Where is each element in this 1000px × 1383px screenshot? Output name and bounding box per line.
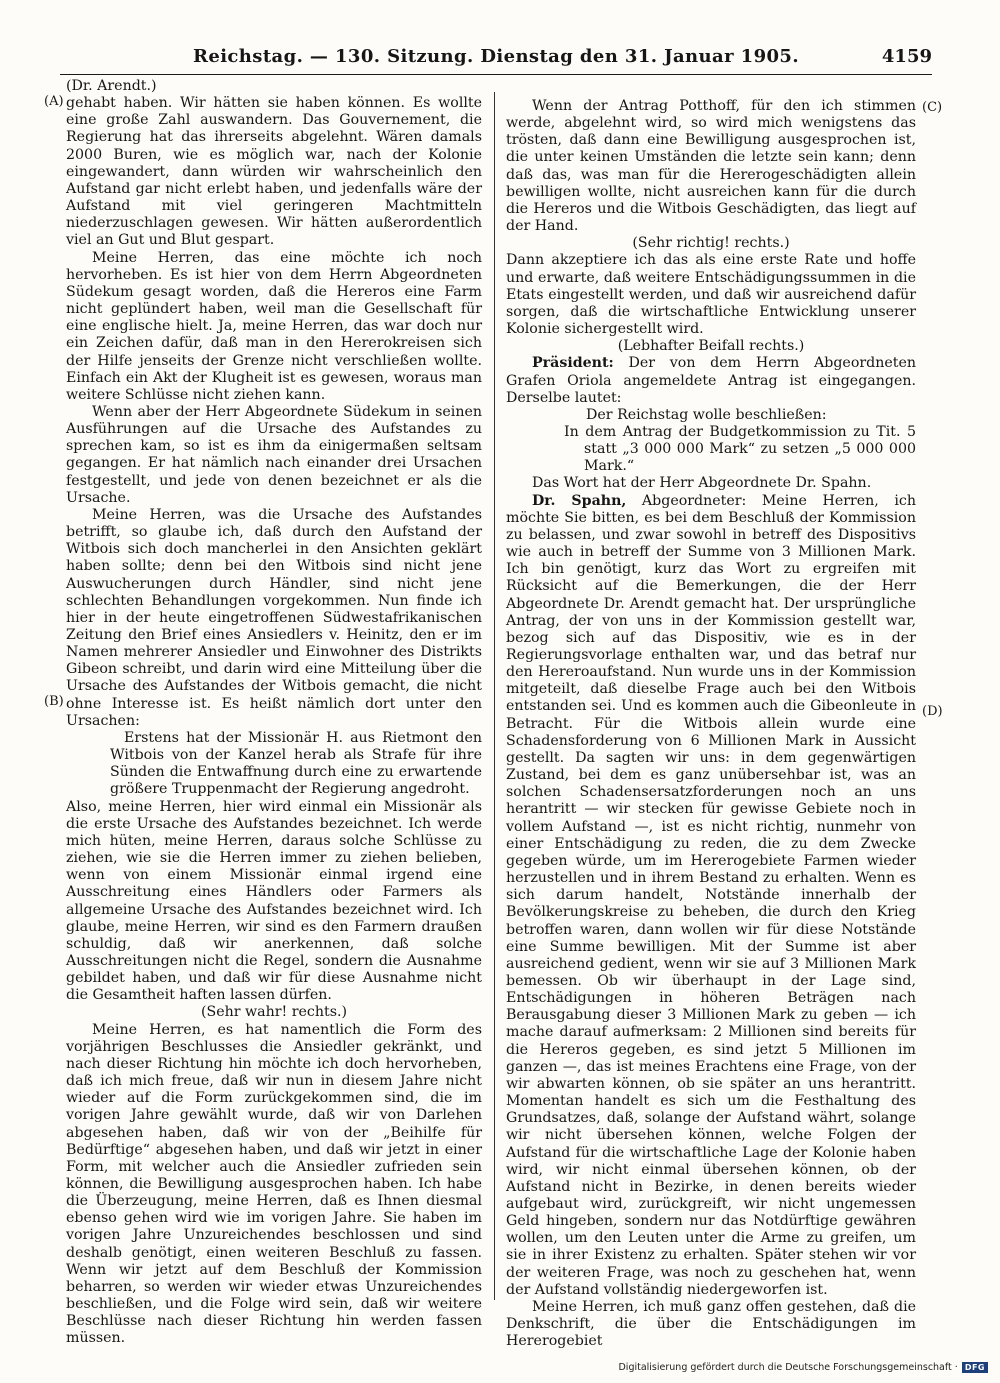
left-column: [66, 78, 482, 1348]
right-column: [506, 98, 916, 1350]
paragraph: Meine Herren, ich muß ganz offen gestehen, daß die Denkschrift, die über die Entschädigungen im Hererogebiet: [506, 1298, 916, 1350]
spahn-text: Abgeordneter: Meine Herren, ich möchte Sie bitten, es bei dem Beschluß der Kommission zu belassen, und zwar sowohl in betreff des Dispositivs wie auch in betreff der Summe von 3 Millionen Mark. Ich bin genötigt, kurz das Wort zu ergreifen mit Rücksicht auf die Bemerkungen, die der Herr Abgeordnete Dr. Arendt gemacht hat. Der ursprüngliche Antrag, der von uns in der Kommission gestellt war, bezog sich auf das Dispositiv, wie es in der Regierungsvorlage enthalten war, und das betraf nur den Hereroaufstand. Nun wurde uns in der Kommission mitgeteilt, daß dieselbe Frage auch bei den Witbois entstanden sei. Und es kommen auch die Gibeonleute in Betracht. Für die Witbois allein wurde eine Schadensforderung von 6 Millionen Mark in Aussicht gestellt. Da sagten wir uns: in dem gegenwärtigen Zustand, bei dem es ganz unübersehbar ist, was an solchen Schadensersatzforderungen noch an uns herantritt — wir stecken für gewisse Gebiete noch in vollem Aufstand —, ist es nicht richtig, nunmehr von einer Entschädigung zu reden, die zu dem Zwecke gegeben würde, um im Hererogebiete Farmen wieder herzustellen und in ihrem Bestand zu erhalten. Wenn es sich darum handelt, Notstände innerhalb der Bevölkerungskreise zu beheben, die durch den Krieg betroffen waren, dann wollen wir für diese Notstände eine Summe bewilligen. Mit der Summe ist aber ausreichend gedient, wenn wir sie auf 3 Millionen Mark bemessen. Ob wir überhaupt in der Lage sind, Entschädigungen in höheren Beträgen nach Berausgabung dieser 3 Millionen Mark zu geben — ich mache darauf aufmerksam: 2 Millionen sind bereits für die Hereros gegeben, es sind jetzt 5 Millionen im ganzen —, das ist meines Erachtens eine Frage, von der wir abwarten können, ob sie später an uns herantritt. Momentan handelt es sich um die Festhaltung des Grundsatzes, daß, solange der Aufstand währt, solange wir nicht übersehen können, welche Folgen der Aufstand für die wirtschaftliche Lage der Kolonie haben wird, wir nicht einmal übersehen können, ob der Aufstand nicht in Bezirke, in denen bereits wieder aufgebaut wird, zurückgreift, wir nicht ungemessen Geld hingeben, sondern nur das Notdürftige gewähren wollen, um den Leuten unter die Arme zu greifen, um sie in ihrer Existenz zu erhalten. Später stehen wir vor der weiteren Frage, was noch zu geschehen hat, wenn der Aufstand vollständig niedergeworfen ist.: [506, 492, 917, 1298]
page-header: [60, 44, 932, 75]
president-label: Präsident:: [532, 355, 614, 372]
president-text: Der von dem Herrn Abgeordneten Grafen Oriola angemeldete Antrag ist eingegangen. Derselbe lautet:: [506, 355, 917, 406]
spahn-speech: [506, 493, 916, 1299]
footer-credit: [618, 1362, 988, 1373]
footer-text: Digitalisierung gefördert durch die Deutsche Forschungsgemeinschaft ·: [618, 1362, 958, 1373]
floor-announcement: Das Wort hat der Herr Abgeordnete Dr. Spahn.: [532, 475, 872, 492]
margin-mark-c: (C): [922, 100, 943, 115]
margin-mark-d: (D): [922, 704, 943, 719]
motion-body: In dem Antrag der Budgetkommission zu Tit. 5 statt „3 000 000 Mark“ zu setzen „5 000 000 Mark.“: [564, 423, 916, 475]
page-number: 4159: [881, 46, 932, 67]
interjection: (Sehr richtig! rechts.): [632, 235, 790, 252]
motion-head: Der Reichstag wolle beschließen:: [586, 406, 827, 423]
header-title: Reichstag. — 130. Sitzung. Dienstag den 31. Januar 1905.: [192, 46, 800, 67]
paragraph: Meine Herren, was die Ursache des Aufstandes betrifft, so glaube ich, daß durch den Aufstand der Witbois sich doch mancherlei in den Ansichten geklärt haben sollte; denn bei den Witbois sind nicht jene Auswucherungen durch Händler, sind nicht jene schlechten Behandlungen vorgekommen. Nun finde ich hier in der heute eingetroffenen Südwestafrikanischen Zeitung den Brief eines Ansiedlers v. Heinitz, den er im Namen mehrerer Ansiedler und Einwohner des Distrikts Gibeon schreibt, und darin wird eine Mitteilung über die Ursache des Aufstandes der Witbois gemacht, die nicht ohne Interesse ist. Es heißt nämlich dort unter den Ursachen:: [66, 506, 482, 729]
speaker-tag: (Dr. Arendt.): [66, 78, 157, 94]
margin-mark-b: (B): [44, 694, 64, 709]
paragraph: gehabt haben. Wir hätten sie haben können. Es wollte eine große Zahl auswandern. Das Gouvernement, die Regierung hat das ihrerseits abgelehnt. Wären damals 2000 Buren, wie es möglich war, nach der Kolonie eingewandert, dann würden wir wahrscheinlich den Aufstand gar nicht erlebt haben, und jedenfalls wäre der Aufstand mit viel geringeren Machtmitteln niederzuschlagen gewesen. Wir hätten außerordentlich viel an Gut und Blut gespart.: [66, 95, 482, 249]
interjection: (Sehr wahr! rechts.): [200, 1004, 348, 1021]
paragraph: Meine Herren, das eine möchte ich noch hervorheben. Es ist hier von dem Herrn Abgeordneten Südekum gesagt worden, daß die Hereros eine Farm nicht geplündert haben, weil man die Gesellschaft für eine englische hielt. Ja, meine Herren, das war doch nur ein Zeichen dafür, daß man in den Hererokreisen sich der Hilfe jenseits der Grenze nicht verschließen wollte. Einfach ein Akt der Klugheit ist es gewesen, woraus man weitere Schlüsse nicht ziehen kann.: [66, 249, 482, 403]
paragraph: Meine Herren, es hat namentlich die Form des vorjährigen Beschlusses die Ansiedler gekränkt, und nach dieser Richtung hin möchte ich doch hervorheben, daß ich mich freue, daß wir nun in diesem Jahre nicht wieder auf die Form zurückgekommen sind, die im vorigen Jahre gewählt wurde, daß wir von Darlehen abgesehen haben, daß wir von der „Beihilfe für Bedürftige“ abgesehen haben, und daß wir jetzt in einer Form, mit welcher auch die Ansiedler zufrieden sein können, die Bewilligung ausgesprochen haben. Ich habe die Überzeugung, meine Herren, daß es Ihnen diesmal ebenso gehen wird wie im vorigen Jahre. Sie haben im vorigen Jahre Unzureichendes beschlossen und sind deshalb genötigt, einen weiteren Beschluß zu fassen. Wenn wir jetzt auf dem Beschluß der Kommission beharren, so werden wir wieder etwas Unzureichendes beschließen, und die Folge wird sein, daß wir weitere Beschlüsse nach dieser Richtung hin werden fassen müssen.: [66, 1021, 482, 1347]
paragraph: Wenn aber der Herr Abgeordnete Südekum in seinen Ausführungen auf die Ursache des Aufstandes zu sprechen kam, so ist es ihm da einigermaßen seltsam gegangen. Er hat nämlich nach einander drei Ursachen festgestellt, und jede von denen bezeichnet er als die Ursache.: [66, 403, 482, 506]
quotation: Erstens hat der Missionär H. aus Rietmont den Witbois von der Kanzel herab als Strafe für ihre Sünden die Entwaffnung durch eine zu erwartende größere Truppenmacht der Regierung angedroht.: [110, 729, 482, 798]
paragraph: Also, meine Herren, hier wird einmal ein Missionär als die erste Ursache des Aufstandes bezeichnet. Ich werde mich hüten, meine Herren, daraus solche Schlüsse zu ziehen, wie sie die Herren immer zu ziehen belieben, wenn von einem Missionär einmal irgend eine Ausschreitung eines Händlers oder Farmers als allgemeine Ursache des Aufstandes bezeichnet wird. Ich glaube, meine Herren, wir sind es den Farmern draußen schuldig, daß wir anerkennen, daß solche Ausschreitungen nicht die Regel, sondern die Ausnahme gebildet haben, und daß wir für diese Ausnahme nicht die Gesamtheit haften lassen dürfen.: [66, 798, 482, 1004]
margin-mark-a: (A): [44, 94, 64, 109]
column-divider: [494, 92, 495, 1300]
interjection: (Lebhafter Beifall rechts.): [617, 338, 805, 355]
dfg-logo-icon: DFG: [962, 1362, 988, 1373]
president-statement: [506, 355, 916, 406]
spahn-label: Dr. Spahn,: [532, 492, 627, 509]
paragraph: Wenn der Antrag Potthoff, für den ich stimmen werde, abgelehnt wird, so wird mich wenigstens das trösten, daß dann eine Bewilligung ausgesprochen ist, die unter keinen Umständen die letzte sein kann; denn daß das, was man für die Hererogeschädigten allein bewilligen wollte, nicht ausreichen kann für die durch die Hereros und die Witbois Geschädigten, das liegt auf der Hand.: [506, 98, 916, 235]
paragraph: Dann akzeptiere ich das als eine erste Rate und hoffe und erwarte, daß weitere Entschädigungssummen in die Etats eingestellt werden, und daß wir ausreichend dafür sorgen, daß die wirtschaftliche Entwicklung unserer Kolonie sichergestellt wird.: [506, 252, 916, 338]
